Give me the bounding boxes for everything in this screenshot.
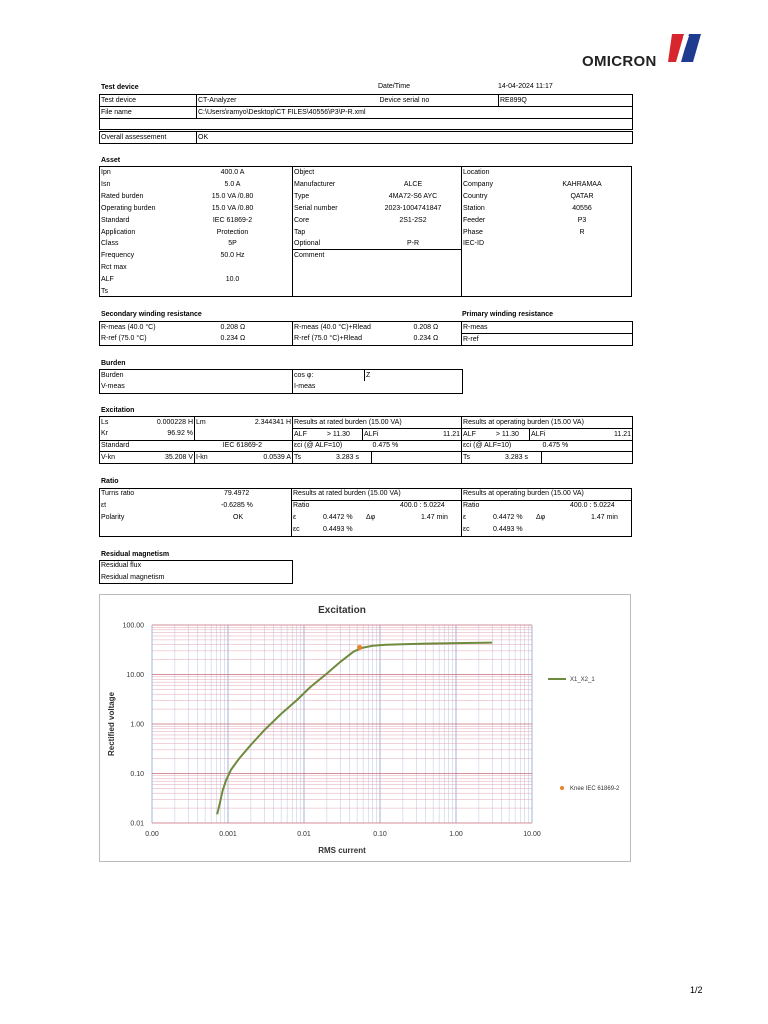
y-tick-label: 10.00 bbox=[126, 672, 144, 679]
asset-row bbox=[100, 238, 291, 249]
asset-row bbox=[293, 227, 460, 238]
lm-label: Lm bbox=[195, 417, 211, 429]
asset-row-value: 2S1-2S2 bbox=[399, 216, 427, 224]
ec-value: 0.4493 % bbox=[323, 526, 353, 533]
asset-row bbox=[100, 274, 291, 285]
asset-row bbox=[462, 203, 631, 214]
polarity-label: Polarity bbox=[101, 514, 125, 521]
y-axis-label: Rectified voltage bbox=[107, 691, 116, 757]
serial-value: RE899Q bbox=[499, 95, 633, 107]
asset-row-value: 10.0 bbox=[225, 276, 240, 284]
pri-rref-label: R-ref bbox=[462, 333, 633, 345]
x-tick-label: 0.01 bbox=[297, 831, 311, 838]
asset-row-value: Protection bbox=[216, 228, 249, 236]
ratio-value: 400.0 : 5.0224 bbox=[400, 502, 445, 509]
asset-row-value: 5.0 A bbox=[224, 180, 241, 188]
asset-row-label: Optional bbox=[294, 240, 321, 248]
asset-row-label: Ipn bbox=[101, 169, 111, 176]
asset-row bbox=[462, 167, 631, 178]
polarity-value: OK bbox=[233, 514, 244, 521]
blank-row bbox=[100, 118, 633, 130]
asset-row bbox=[100, 215, 291, 226]
asset-row-value: 400.0 A bbox=[220, 169, 245, 176]
asset-row-label: Tap bbox=[294, 228, 306, 236]
asset-row bbox=[293, 167, 460, 178]
lm-value: 2.344341 H bbox=[211, 417, 293, 429]
asset-row-label: Manufacturer bbox=[294, 180, 336, 188]
z-label: Z bbox=[365, 370, 463, 382]
eci-label: εci (@ ALF=10) bbox=[293, 440, 372, 452]
asset-row-value: ALCE bbox=[403, 180, 423, 188]
serial-label: Device serial no bbox=[379, 95, 499, 107]
file-value: C:\Users\ramyo\Desktop\CT FILES\40556\P3\P-R.xml bbox=[197, 106, 633, 118]
exc-oper-heading: Results at operating burden (15.00 VA) bbox=[462, 417, 633, 429]
x-tick-label: 0.001 bbox=[219, 831, 237, 838]
op-ratio-label: Ratio bbox=[463, 502, 480, 509]
et-label: εt bbox=[101, 502, 107, 509]
x-tick-label: 1.00 bbox=[449, 831, 463, 838]
asset-row-value: P3 bbox=[577, 216, 587, 224]
op-ratio-value: 400.0 : 5.0224 bbox=[570, 502, 615, 509]
date-value: 14-04-2024 11:17 bbox=[498, 83, 553, 90]
imeas-label: I-meas bbox=[293, 381, 463, 393]
op-alfi-cell: ALFi 11.21 bbox=[530, 428, 633, 440]
primary-winding-heading: Primary winding resistance bbox=[462, 311, 554, 318]
eci-value: 0.475 % bbox=[372, 440, 462, 452]
asset-row-value: 50.0 Hz bbox=[220, 252, 245, 260]
omicron-logo bbox=[582, 50, 707, 72]
asset-row-label: Rct max bbox=[101, 264, 127, 272]
asset-row-label: Country bbox=[463, 192, 488, 200]
asset-row-label: Station bbox=[463, 204, 485, 212]
asset-row-value: P-R bbox=[406, 240, 420, 248]
x-tick-label: 10.00 bbox=[523, 831, 541, 838]
ikn-label: I-kn bbox=[195, 452, 211, 464]
e-label: ε bbox=[293, 514, 297, 521]
ratio-rated-heading: Results at rated burden (15.00 VA) bbox=[293, 490, 401, 497]
asset-row-label: Frequency bbox=[101, 252, 135, 260]
asset-row-label: Phase bbox=[463, 228, 483, 236]
turns-label: Turns ratio bbox=[101, 490, 135, 497]
op-eci-label: εci (@ ALF=10) bbox=[462, 440, 542, 452]
y-tick-label: 100.00 bbox=[122, 622, 144, 630]
y-tick-label: 0.01 bbox=[130, 820, 144, 828]
burden-table bbox=[99, 369, 463, 394]
op-e-value: 0.4472 % bbox=[493, 514, 523, 521]
asset-row-label: Isn bbox=[101, 180, 111, 188]
burden-label: Burden bbox=[100, 370, 293, 382]
asset-row-label: Location bbox=[463, 169, 490, 176]
asset-row-label: Company bbox=[463, 180, 493, 188]
excitation-chart-svg bbox=[100, 595, 630, 861]
asset-row bbox=[293, 179, 460, 190]
residual-heading: Residual magnetism bbox=[101, 551, 170, 558]
brand-name: OMICRON bbox=[582, 53, 657, 70]
rref-lead-label: R-ref (75.0 °C)+Rlead bbox=[293, 333, 413, 345]
asset-row bbox=[462, 191, 631, 202]
pri-rmeas-label: R-meas bbox=[462, 322, 633, 334]
y-tick-label: 0.10 bbox=[130, 771, 144, 778]
asset-row-label: Type bbox=[294, 192, 310, 200]
op-eci-value: 0.475 % bbox=[542, 440, 633, 452]
test-device-table bbox=[99, 94, 633, 130]
asset-row bbox=[100, 167, 291, 178]
device-label: Test device bbox=[100, 95, 197, 107]
alfi-cell: ALFi 11.21 bbox=[363, 428, 462, 440]
secondary-winding-table bbox=[99, 321, 633, 346]
asset-row bbox=[293, 250, 460, 261]
x-axis-label: RMS current bbox=[318, 846, 366, 855]
op-ec-value: 0.4493 % bbox=[493, 526, 523, 533]
asset-row bbox=[462, 238, 631, 249]
op-alf-label: ALF > 11.30 bbox=[462, 428, 530, 440]
y-tick-label: 1.00 bbox=[130, 721, 144, 729]
ec-label: εc bbox=[293, 526, 300, 533]
knee-point-marker bbox=[357, 645, 362, 650]
vmeas-label: V-meas bbox=[100, 381, 293, 393]
chart-title: Excitation bbox=[318, 605, 366, 616]
overall-table bbox=[99, 131, 633, 144]
op-dphi-label: Δφ bbox=[536, 514, 546, 521]
excitation-heading: Excitation bbox=[101, 407, 135, 414]
excitation-table bbox=[99, 416, 633, 464]
standard-label: Standard bbox=[100, 440, 180, 452]
asset-row-value: 40556 bbox=[572, 204, 592, 212]
asset-row-label: ALF bbox=[101, 276, 114, 284]
asset-row bbox=[293, 203, 460, 214]
op-dphi-value: 1.47 min bbox=[591, 514, 618, 521]
rref-lead-value: 0.234 Ω bbox=[413, 333, 462, 345]
omicron-logo-icon bbox=[667, 28, 707, 68]
asset-row-value: 5P bbox=[228, 240, 237, 248]
asset-row bbox=[100, 203, 291, 214]
overall-label: Overall assessement bbox=[100, 132, 197, 144]
asset-row-label: Application bbox=[101, 228, 136, 236]
legend-label: Knee IEC 61869-2 bbox=[570, 786, 620, 792]
op-ec-label: εc bbox=[463, 526, 470, 533]
asset-row bbox=[462, 227, 631, 238]
ls-label: Ls bbox=[100, 417, 140, 429]
asset-row bbox=[100, 262, 291, 273]
asset-row bbox=[293, 238, 460, 249]
asset-row-label: Class bbox=[101, 240, 119, 248]
ratio-label: Ratio bbox=[293, 502, 310, 509]
asset-row-label: Rated burden bbox=[101, 192, 144, 200]
x-tick-label: 0.00 bbox=[145, 831, 159, 838]
dphi-value: 1.47 min bbox=[421, 514, 448, 521]
asset-row-label: Object bbox=[294, 169, 315, 176]
rmeas-lead-value: 0.208 Ω bbox=[413, 322, 462, 334]
legend-marker bbox=[560, 786, 564, 790]
ratio-oper-heading: Results at operating burden (15.00 VA) bbox=[463, 490, 584, 497]
asset-row-label: Comment bbox=[294, 252, 325, 260]
asset-heading: Asset bbox=[101, 157, 121, 164]
file-label: File name bbox=[100, 106, 197, 118]
asset-row-value: 15.0 VA /0.80 bbox=[211, 204, 254, 212]
op-e-label: ε bbox=[463, 514, 467, 521]
asset-row bbox=[100, 179, 291, 190]
dphi-label: Δφ bbox=[366, 514, 376, 521]
exc-rated-heading: Results at rated burden (15.00 VA) bbox=[293, 417, 462, 429]
x-tick-label: 0.10 bbox=[373, 831, 387, 838]
cos-label: cos φ: bbox=[293, 370, 365, 382]
secondary-winding-heading: Secondary winding resistance bbox=[101, 311, 202, 318]
et-value: -0.6285 % bbox=[221, 502, 253, 509]
asset-row-value: KAHRAMAA bbox=[562, 180, 602, 188]
rref-label: R-ref (75.0 °C) bbox=[100, 333, 220, 345]
page-number: 1/2 bbox=[690, 985, 703, 995]
asset-row-value: IEC 61869-2 bbox=[212, 216, 253, 224]
kr-label: Kr bbox=[100, 428, 140, 440]
vkn-label: V-kn bbox=[100, 452, 140, 464]
device-value: CT-Analyzer bbox=[197, 95, 379, 107]
residual-flux-label: Residual flux bbox=[101, 562, 142, 569]
ratio-heading: Ratio bbox=[101, 478, 119, 485]
rmeas-label: R-meas (40.0 °C) bbox=[100, 322, 220, 334]
op-ts-cell: Ts 3.283 s bbox=[462, 452, 542, 464]
asset-row bbox=[100, 227, 291, 238]
asset-row bbox=[100, 286, 291, 297]
ls-value: 0.000228 H bbox=[140, 417, 195, 429]
asset-row bbox=[462, 179, 631, 190]
vkn-value: 35.208 V bbox=[140, 452, 195, 464]
asset-row bbox=[100, 250, 291, 261]
standard-value: IEC 61869-2 bbox=[180, 440, 293, 452]
excitation-chart bbox=[99, 594, 631, 862]
asset-row-value: R bbox=[579, 228, 585, 236]
asset-row-value: 15.0 VA /0.80 bbox=[211, 192, 254, 200]
test-device-heading: Test device bbox=[101, 84, 139, 91]
asset-row bbox=[293, 191, 460, 202]
asset-row-label: Serial number bbox=[294, 204, 338, 212]
rmeas-value: 0.208 Ω bbox=[220, 322, 293, 334]
date-label: Date/Time bbox=[378, 83, 411, 90]
burden-heading: Burden bbox=[101, 360, 126, 367]
residual-mag-label: Residual magnetism bbox=[101, 574, 165, 581]
asset-row bbox=[462, 215, 631, 226]
asset-row-label: Core bbox=[294, 216, 310, 224]
legend-label: X1_X2_1 bbox=[570, 677, 595, 683]
overall-value: OK bbox=[197, 132, 633, 144]
rmeas-lead-label: R-meas (40.0 °C)+Rlead bbox=[293, 322, 413, 334]
asset-row-label: Ts bbox=[101, 288, 108, 295]
kr-value: 96.92 % bbox=[140, 428, 195, 440]
asset-row-label: Operating burden bbox=[101, 204, 156, 212]
alf-label: ALF > 11.30 bbox=[293, 428, 363, 440]
asset-row-label: IEC-ID bbox=[463, 240, 484, 248]
asset-row-value: 2023-1004741847 bbox=[384, 204, 442, 212]
turns-value: 79.4972 bbox=[224, 490, 250, 497]
asset-row-value: QATAR bbox=[570, 192, 594, 200]
ts-cell: Ts 3.283 s bbox=[293, 452, 372, 464]
asset-row-label: Standard bbox=[101, 216, 130, 224]
asset-row bbox=[100, 191, 291, 202]
rref-value: 0.234 Ω bbox=[220, 333, 293, 345]
asset-row-value: 4MA72-S6 AYC bbox=[388, 192, 438, 200]
e-value: 0.4472 % bbox=[323, 514, 353, 521]
ikn-value: 0.0539 A bbox=[211, 452, 293, 464]
asset-row-label: Feeder bbox=[463, 216, 486, 224]
asset-row bbox=[293, 215, 460, 226]
